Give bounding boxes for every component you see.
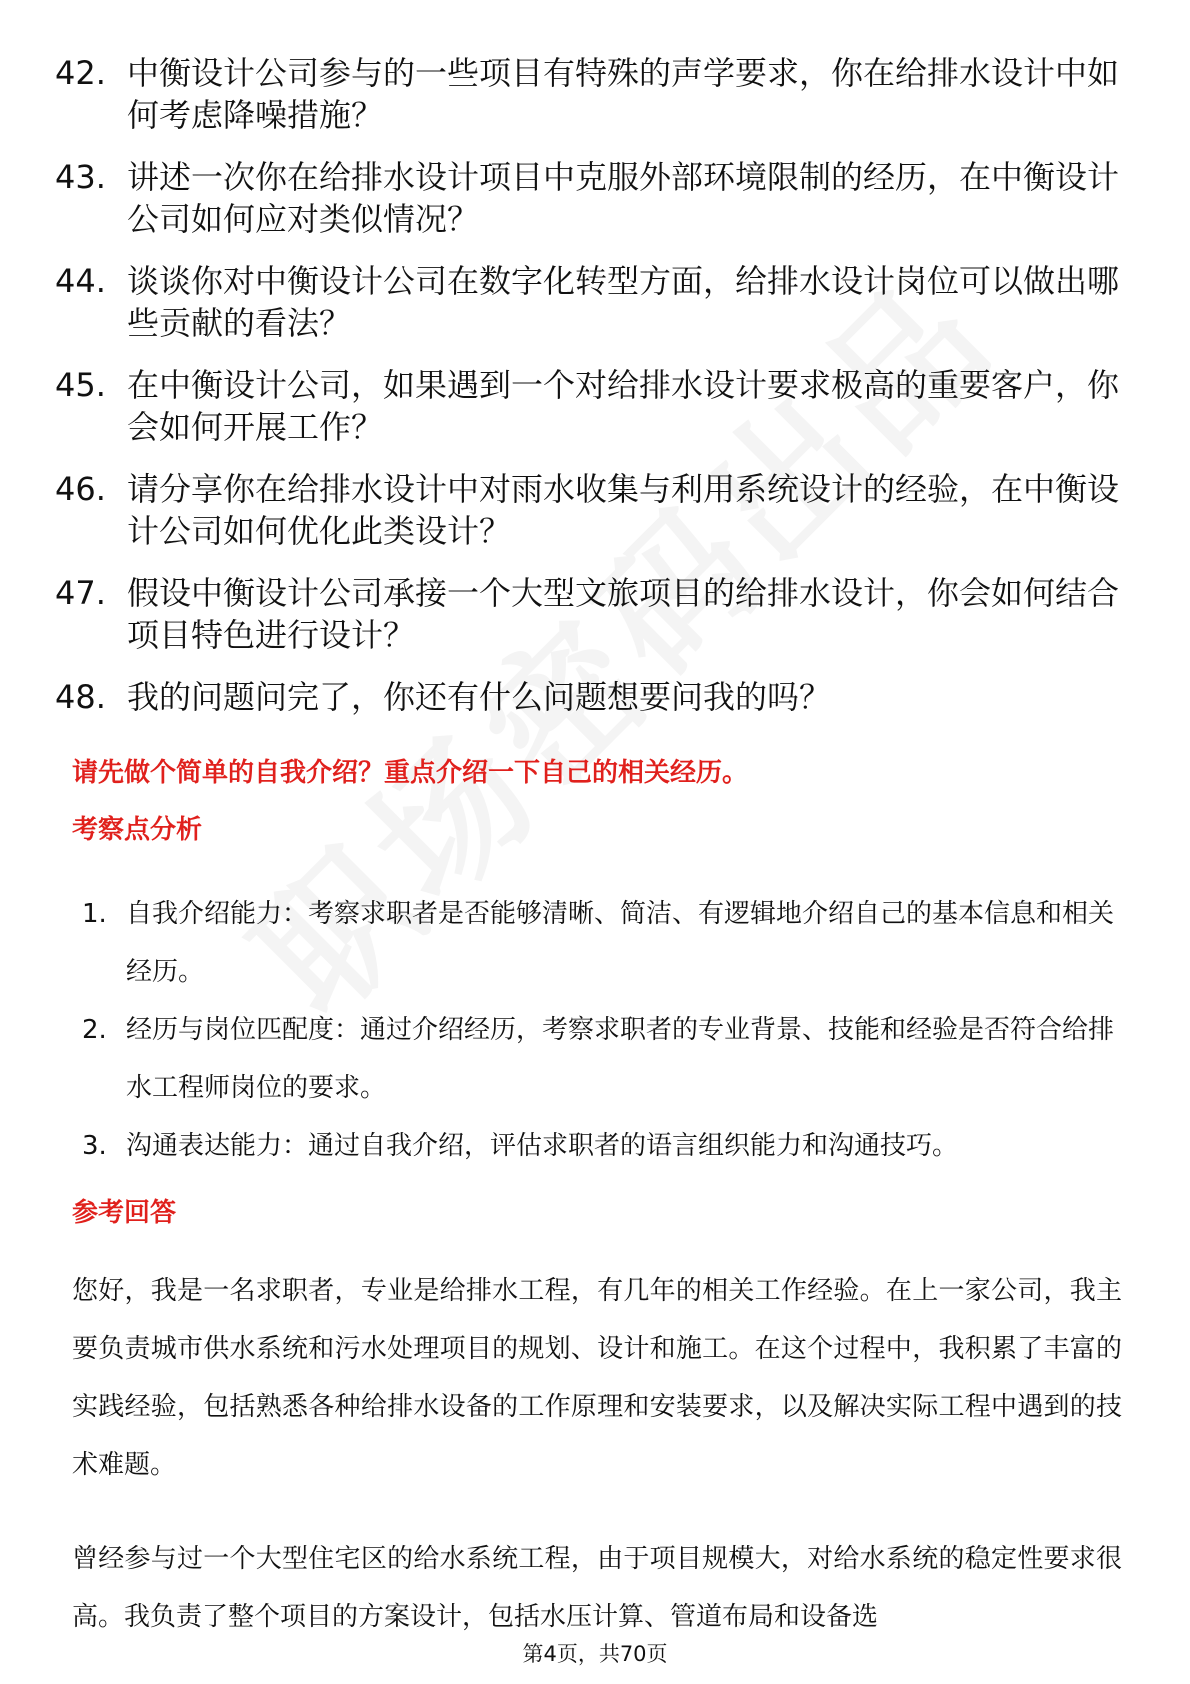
answer-heading: 参考回答 — [72, 1198, 177, 1228]
list-item — [55, 364, 1125, 448]
question-text: 在中衡设计公司，如果遇到一个对给排水设计要求极高的重要客户，你会如何开展工作？ — [127, 366, 1120, 446]
page-footer: 第4页，共70页 — [522, 1642, 668, 1666]
question-text: 中衡设计公司参与的一些项目有特殊的声学要求，你在给排水设计中如何考虑降噪措施？ — [127, 54, 1120, 134]
analysis-text: 经历与岗位匹配度：通过介绍经历，考察求职者的专业背景、技能和经验是否符合给排水工程师岗位的要求。 — [126, 1015, 1115, 1103]
question-list — [55, 52, 1125, 738]
list-item — [55, 676, 1125, 718]
analysis-list — [82, 885, 1122, 1175]
list-item — [82, 885, 1122, 1001]
question-text: 谈谈你对中衡设计公司在数字化转型方面，给排水设计岗位可以做出哪些贡献的看法？ — [127, 262, 1120, 342]
question-text: 我的问题问完了，你还有什么问题想要问我的吗？ — [127, 678, 832, 716]
answer-paragraph: 您好，我是一名求职者，专业是给排水工程，有几年的相关工作经验。在上一家公司，我主要负责城市供水系统和污水处理项目的规划、设计和施工。在这个过程中，我积累了丰富的实践经验，包括熟悉各种给排水设备的工作原理和安装要求，以及解决实际工程中遇到的技术难题。 — [72, 1276, 1122, 1480]
list-item — [55, 52, 1125, 136]
list-item — [55, 468, 1125, 552]
list-item — [55, 156, 1125, 240]
question-number: 43. — [55, 158, 106, 196]
analysis-number: 2. — [82, 1015, 107, 1045]
analysis-number: 3. — [82, 1131, 107, 1161]
question-number: 47. — [55, 574, 106, 612]
analysis-heading: 考察点分析 — [72, 815, 203, 845]
analysis-text: 沟通表达能力：通过自我介绍，评估求职者的语言组织能力和沟通技巧。 — [126, 1131, 959, 1161]
analysis-number: 1. — [82, 899, 107, 929]
question-number: 46. — [55, 470, 106, 508]
list-item — [55, 260, 1125, 344]
question-text: 请分享你在给排水设计中对雨水收集与利用系统设计的经验，在中衡设计公司如何优化此类设计？ — [127, 470, 1120, 550]
main-question-heading: 请先做个简单的自我介绍？重点介绍一下自己的相关经历。 — [72, 758, 749, 788]
list-item — [55, 572, 1125, 656]
list-item — [82, 1117, 1122, 1175]
list-item — [82, 1001, 1122, 1117]
answer-paragraph: 曾经参与过一个大型住宅区的给水系统工程，由于项目规模大，对给水系统的稳定性要求很高。我负责了整个项目的方案设计，包括水压计算、管道布局和设备选 — [72, 1544, 1122, 1632]
question-text: 假设中衡设计公司承接一个大型文旅项目的给排水设计，你会如何结合项目特色进行设计？ — [127, 574, 1120, 654]
question-number: 44. — [55, 262, 106, 300]
question-number: 45. — [55, 366, 106, 404]
question-text: 讲述一次你在给排水设计项目中克服外部环境限制的经历，在中衡设计公司如何应对类似情况？ — [127, 158, 1120, 238]
question-number: 42. — [55, 54, 106, 92]
question-number: 48. — [55, 678, 106, 716]
analysis-text: 自我介绍能力：考察求职者是否能够清晰、简洁、有逻辑地介绍自己的基本信息和相关经历。 — [126, 899, 1115, 987]
